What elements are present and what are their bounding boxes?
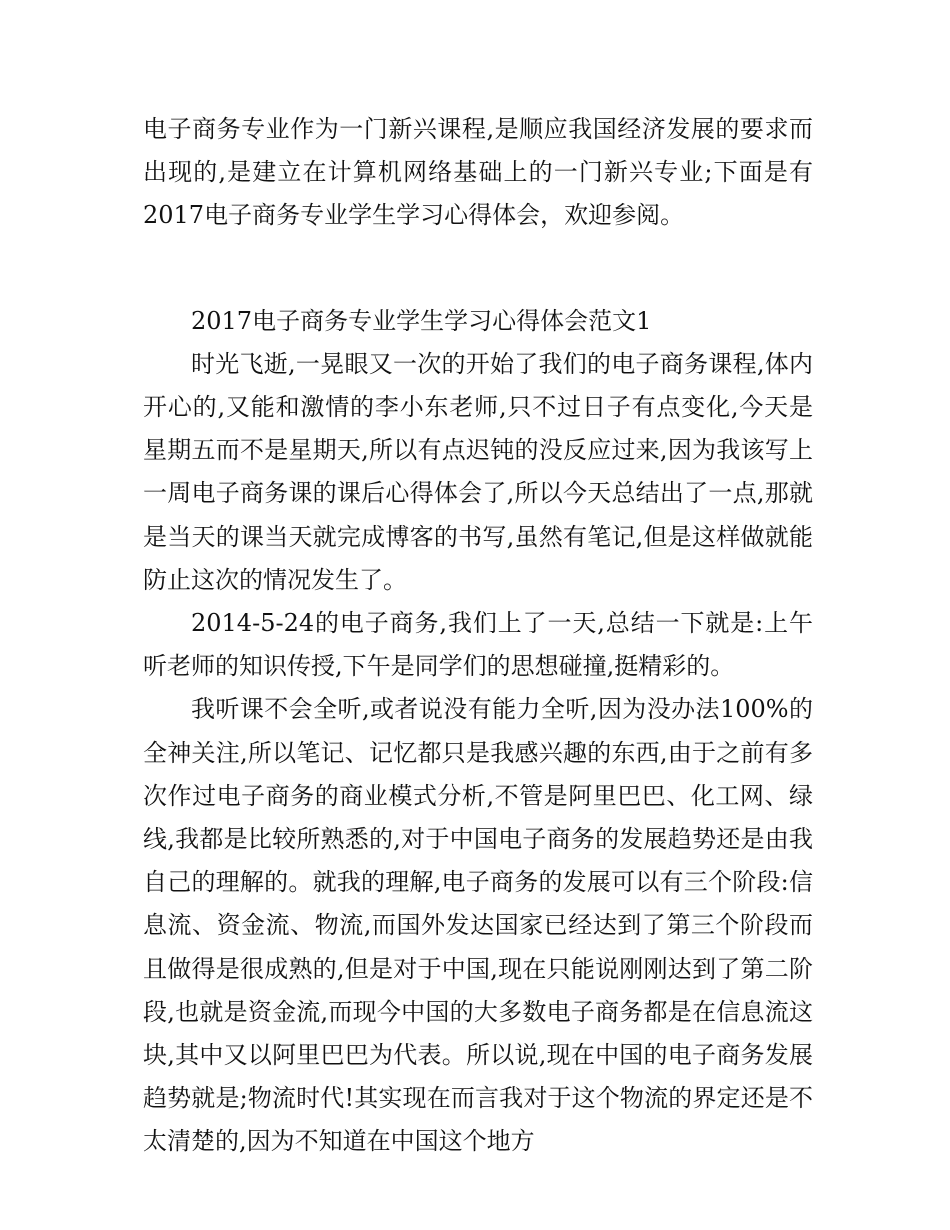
intro-paragraph: 电子商务专业作为一门新兴课程,是顺应我国经济发展的要求而出现的,是建立在计算机网络基础上的一门新兴专业;下面是有2017电子商务专业学生学习心得体会，欢迎参阅。	[143, 115, 813, 230]
document-page	[143, 108, 813, 1164]
body-paragraph-1: 时光飞逝,一晃眼又一次的开始了我们的电子商务课程,体内开心的,又能和激情的李小东老师,只不过日子有点变化,今天是星期五而不是星期天,所以有点迟钝的没反应过来,因为我该写上一周电子商务课的课后心得体会了,所以今天总结出了一点,那就是当天的课当天就完成博客的书写,虽然有笔记,但是这样做就能防止这次的情况发生了。	[143, 349, 813, 594]
body-paragraph-2: 2014-5-24的电子商务,我们上了一天,总结一下就是:上午听老师的知识传授,下午是同学们的思想碰撞,挺精彩的。	[143, 609, 813, 681]
section-title: 2017电子商务专业学生学习心得体会范文1	[191, 306, 652, 335]
body-paragraph-3: 我听课不会全听,或者说没有能力全听,因为没办法100%的全神关注,所以笔记、记忆都只是我感兴趣的东西,由于之前有多次作过电子商务的商业模式分析,不管是阿里巴巴、化工网、绿线,我都是比较所熟悉的,对于中国电子商务的发展趋势还是由我自己的理解的。就我的理解,电子商务的发展可以有三个阶段:信息流、资金流、物流,而国外发达国家已经达到了第三个阶段而且做得是很成熟的,但是对于中国,现在只能说刚刚达到了第二阶段,也就是资金流,而现今中国的大多数电子商务都是在信息流这块,其中又以阿里巴巴为代表。所以说,现在中国的电子商务发展趋势就是;物流时代!其实现在而言我对于这个物流的界定还是不太清楚的,因为不知道在中国这个地方	[143, 695, 813, 1156]
